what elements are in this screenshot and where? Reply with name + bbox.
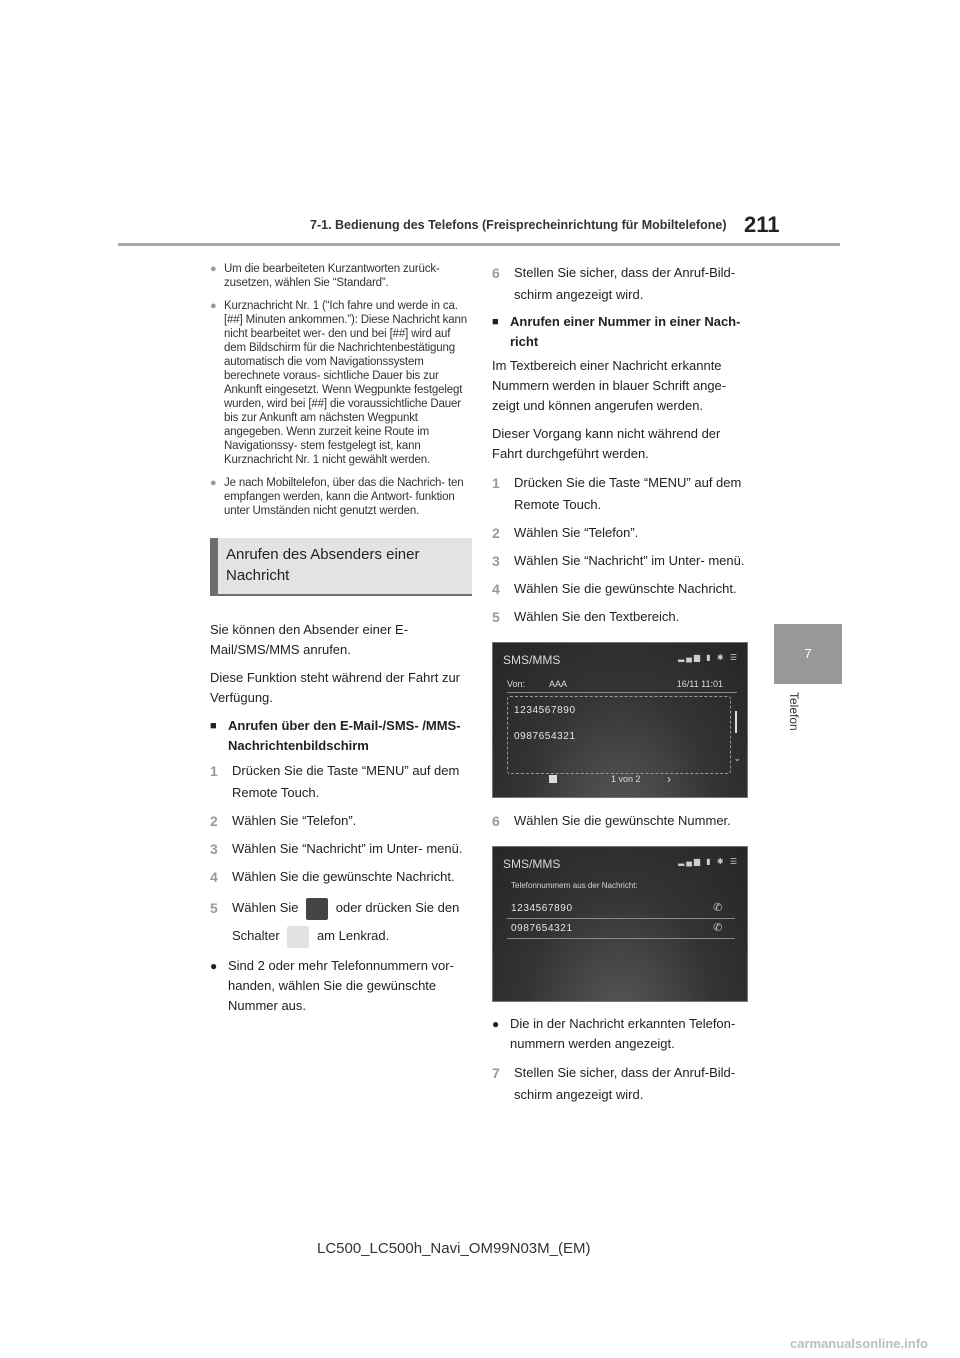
square-bullet-icon: ■ — [210, 720, 217, 732]
subheading: ■ Anrufen einer Nummer in einer Nach- richt — [492, 312, 754, 352]
step-item: 2 Wählen Sie “Telefon”. — [492, 525, 639, 541]
subheading: ■ Anrufen über den E-Mail-/SMS- /MMS-Nachrichtenbildschirm — [210, 716, 472, 756]
header-rule — [118, 243, 840, 246]
paragraph: Im Textbereich einer Nachricht erkannte Nummern werden in blauer Schrift ange- zeigt und können angerufen werden. — [492, 358, 727, 413]
step-item: 3 Wählen Sie “Nachricht” im Unter- menü. — [210, 841, 463, 857]
phone-icon: ✆ — [713, 902, 723, 914]
scrollbar[interactable] — [735, 711, 737, 733]
bullet-dot-icon: ● — [210, 959, 218, 973]
chapter-tab: 7 — [774, 624, 842, 684]
screen-footer — [543, 771, 693, 791]
list-heading: Telefonnummern aus der Nachricht: — [511, 881, 638, 890]
step-item: 1 Drücken Sie die Taste “MENU” auf dem Remote Touch. — [210, 763, 460, 800]
page-number: 211 — [744, 212, 780, 237]
screen-title: SMS/MMS — [503, 653, 561, 667]
chapter-label: Telefon — [787, 692, 801, 731]
stop-icon[interactable] — [549, 775, 557, 783]
bullet-dot-icon: ● — [492, 1017, 500, 1031]
watermark: carmanualsonline.info — [790, 1336, 928, 1351]
steering-phone-switch-icon — [287, 926, 309, 948]
status-icons: ▂▄▆ ▮ ✱ ☰ — [678, 653, 739, 662]
phone-icon: ✆ — [713, 922, 723, 934]
note-item: ● Je nach Mobiltelefon, über das die Nachrich- ten empfangen werden, kann die Antwort- funktion unter Umständen nicht genutzt werden. — [210, 477, 464, 517]
chevron-right-icon[interactable]: › — [667, 772, 671, 786]
message-date: 16/11 11:01 — [676, 679, 723, 689]
right-column — [492, 262, 754, 1112]
phone-number-row[interactable]: 1234567890 ✆ — [507, 899, 735, 919]
number-list-screen — [492, 846, 748, 1002]
bullet-dot-icon: ● — [210, 263, 217, 275]
message-text-area[interactable] — [507, 696, 731, 774]
phone-number-row[interactable]: 0987654321 ✆ — [507, 919, 735, 939]
paragraph: Dieser Vorgang kann nicht während der Fahrt durchgeführt werden. — [492, 426, 721, 461]
step-item: 6 Wählen Sie die gewünschte Nummer. — [492, 813, 731, 829]
phone-button-icon — [306, 898, 328, 920]
page-indicator: 1 von 2 — [611, 774, 641, 784]
step-item: 5 Wählen Sie den Textbereich. — [492, 609, 680, 625]
note-item: ● Kurznachricht Nr. 1 (“Ich fahre und werde in ca. [##] Minuten ankommen.”): Diese Nachricht kann nicht bearbeitet wer- den und bei [##] wird auf dem Bildschirm für die Nachrichtenbestätigung automatisch die vom Navigationssystem berechnete voraus- sichtliche Dauer bis zur Ankunft eingesetzt. Wenn Wegpunkte festgelegt wurden, wird bei [##] die voraussichtliche Dauer bis zur Ankunft am nächsten Wegpunkt angegeben. Wenn zurzeit keine Route im Navigationssy- stem festgelegt ist, kann Kurznachricht Nr. 1 nicht gewählt werden. — [210, 300, 468, 466]
step-item: 2 Wählen Sie “Telefon”. — [210, 813, 357, 829]
screen-title: SMS/MMS — [503, 857, 561, 871]
step-item: 5 Wählen Sie oder drücken Sie den Schalter am Lenkrad. — [210, 894, 472, 950]
bullet-dot-icon: ● — [210, 300, 217, 312]
document-code: LC500_LC500h_Navi_OM99N03M_(EM) — [317, 1240, 591, 1257]
bullet-item: ● Sind 2 oder mehr Telefonnummern vor- handen, wählen Sie die gewünschte Nummer aus. — [210, 956, 472, 1016]
section-heading: Anrufen des Absenders einer Nachricht — [210, 538, 472, 596]
step-item: 1 Drücken Sie die Taste “MENU” auf dem Remote Touch. — [492, 475, 742, 512]
left-column — [210, 262, 472, 1024]
step-item: 6 Stellen Sie sicher, dass der Anruf-Bild- schirm angezeigt wird. — [492, 265, 736, 302]
status-icons: ▂▄▆ ▮ ✱ ☰ — [678, 857, 739, 866]
step-item: 4 Wählen Sie die gewünschte Nachricht. — [492, 581, 737, 597]
chevron-down-icon[interactable]: ⌄ — [733, 753, 741, 763]
intro-paragraph: Diese Funktion steht während der Fahrt zur Verfügung. — [210, 670, 461, 705]
step-item: 4 Wählen Sie die gewünschte Nachricht. — [210, 869, 455, 885]
message-screen — [492, 642, 748, 798]
step-item: 3 Wählen Sie “Nachricht” im Unter- menü. — [492, 553, 745, 569]
bullet-dot-icon: ● — [210, 477, 217, 489]
intro-paragraph: Sie können den Absender einer E- Mail/SMS/MMS anrufen. — [210, 622, 409, 657]
note-item: ● Um die bearbeiteten Kurzantworten zurück- zusetzen, wählen Sie “Standard”. — [210, 263, 440, 289]
square-bullet-icon: ■ — [492, 316, 499, 328]
sender-name: AAA — [549, 679, 568, 689]
phone-number-link[interactable]: 0987654321 — [514, 731, 576, 742]
bullet-item: ● Die in der Nachricht erkannten Telefon- nummern werden angezeigt. — [492, 1014, 754, 1054]
phone-number-link[interactable]: 1234567890 — [514, 705, 576, 716]
step-item: 7 Stellen Sie sicher, dass der Anruf-Bild- schirm angezeigt wird. — [492, 1065, 736, 1102]
running-header: 7-1. Bedienung des Telefons (Freisprecheinrichtung für Mobiltelefone) — [310, 218, 727, 232]
from-row: Von: AAA 16/11 11:01 — [507, 677, 737, 693]
